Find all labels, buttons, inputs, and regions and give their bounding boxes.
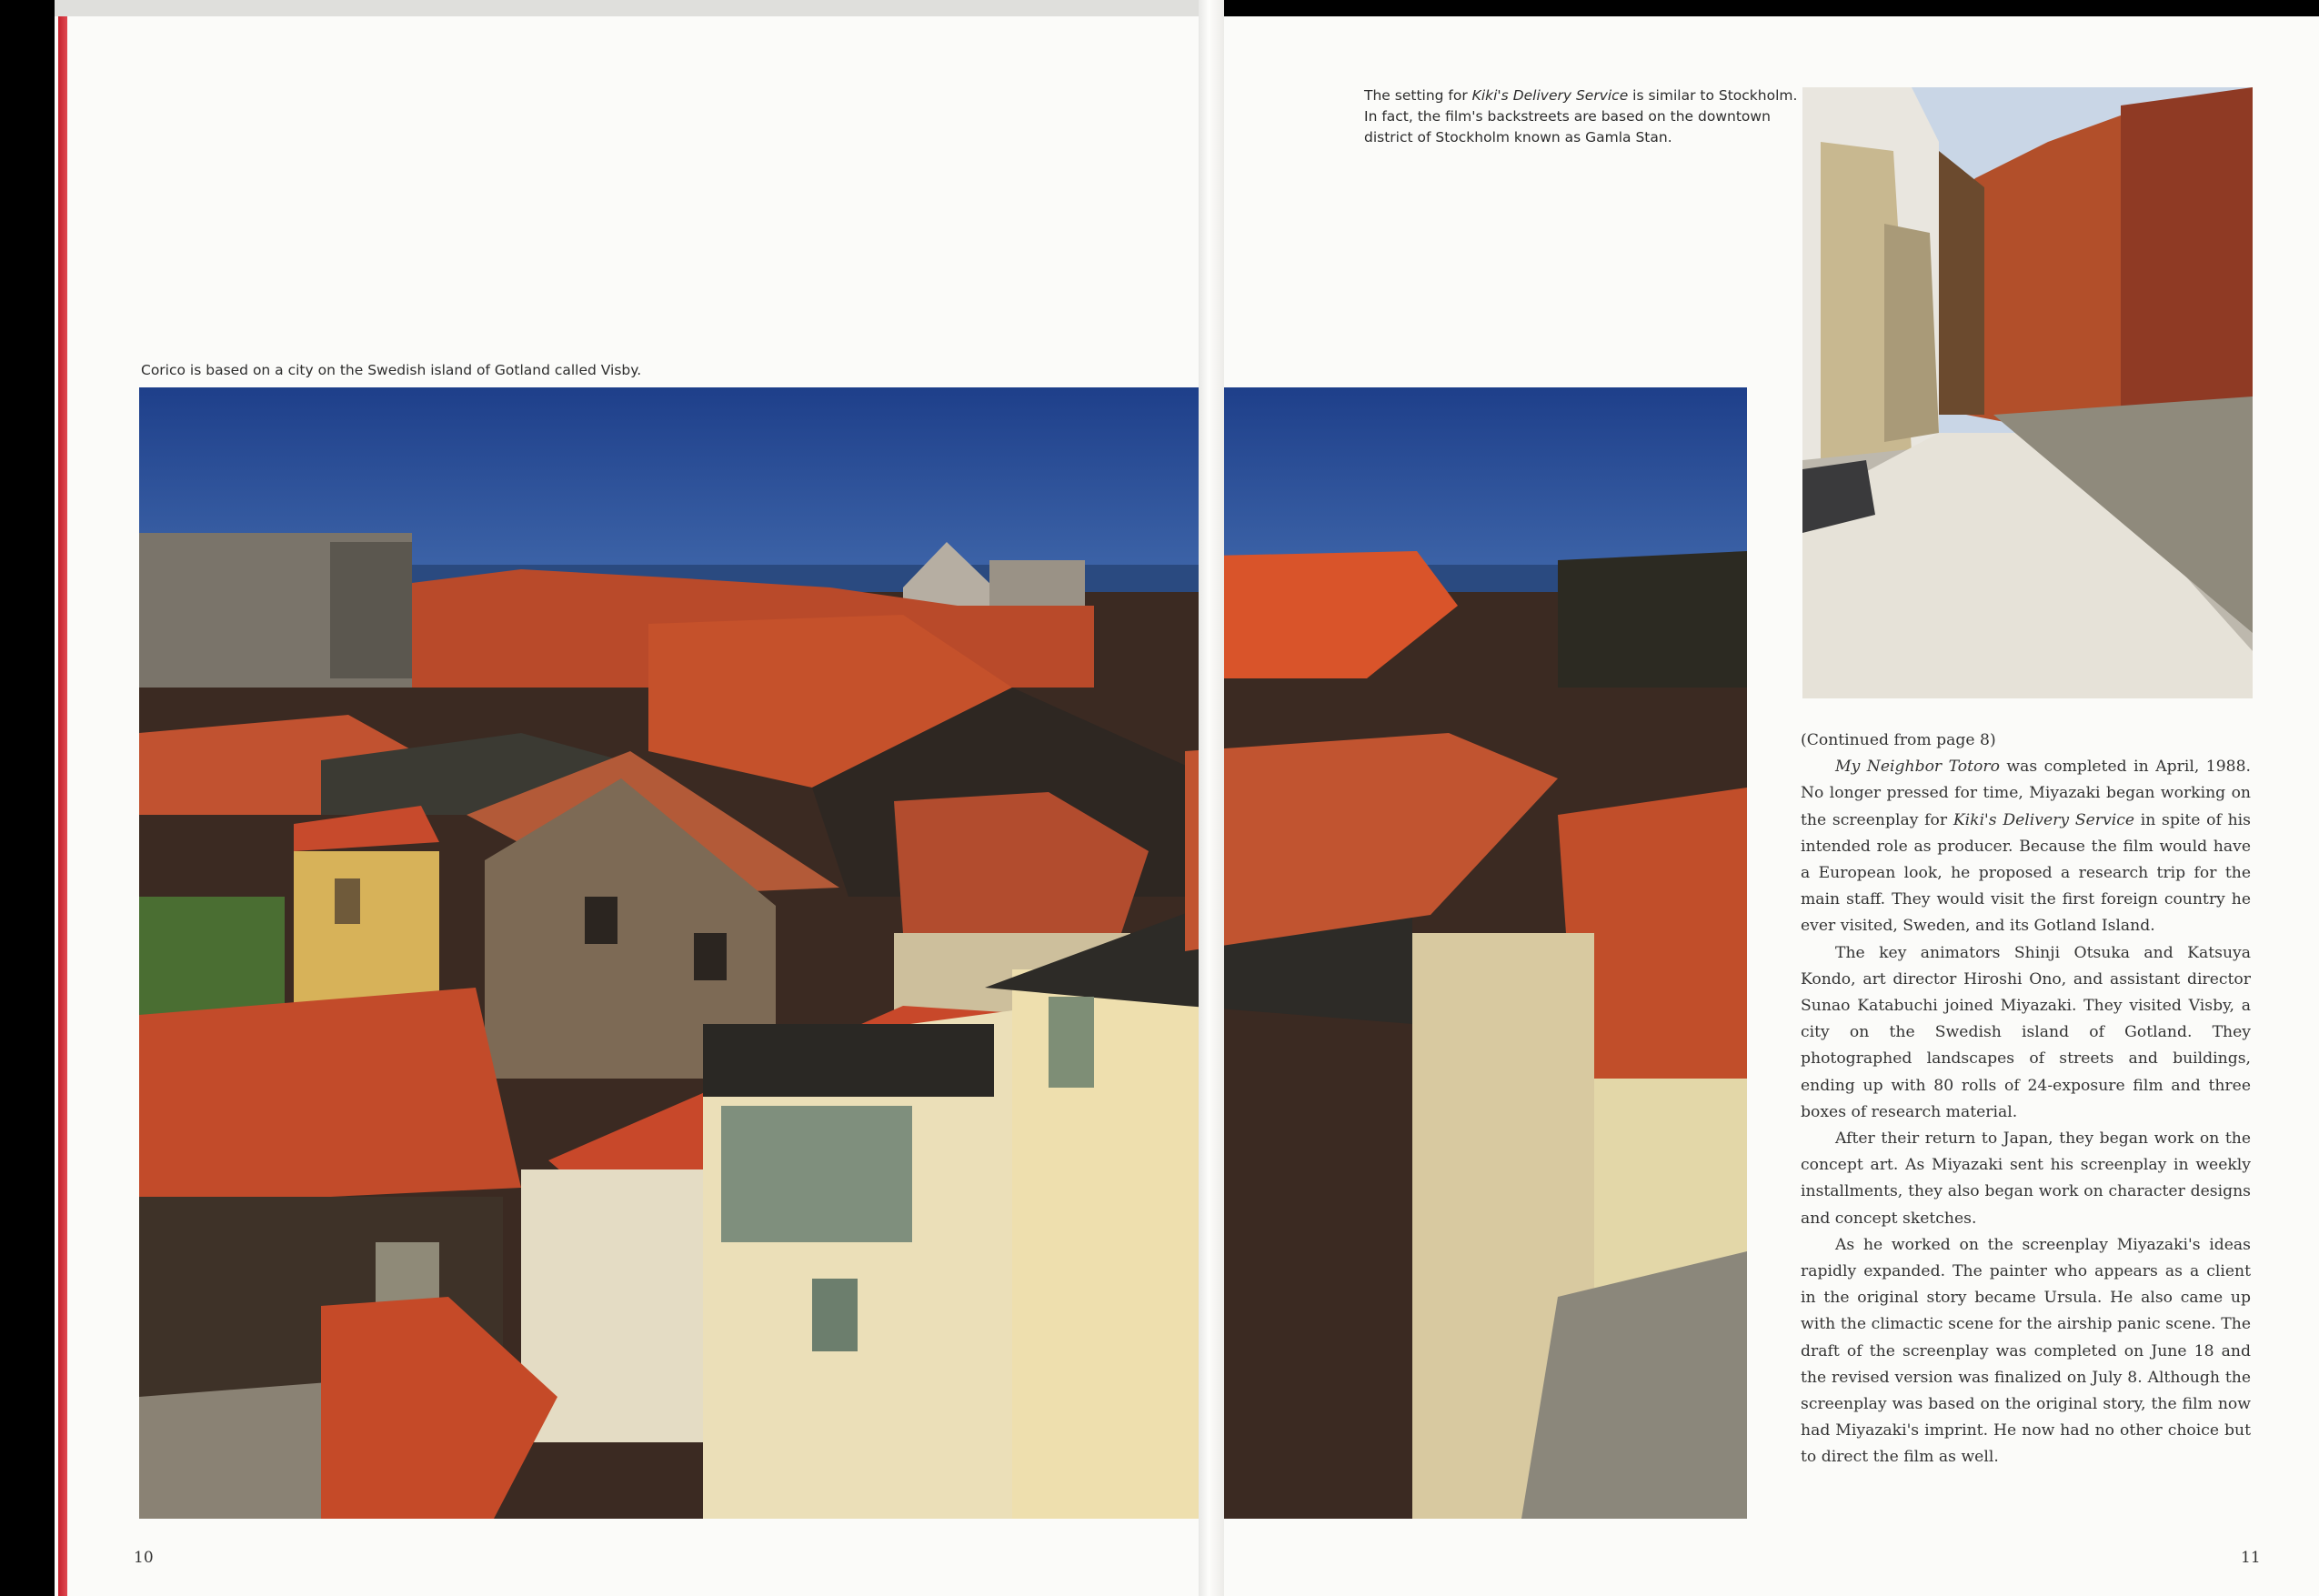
paragraph-2: The key animators Shinji Otsuka and Katsuya Kondo, art director Hiroshi Ono, and assistant director Sunao Katabuchi joined Miyazaki. They visited Visby, a city on the Swedish island of Gotland. They photographed landscapes of streets and buildings, ending up with 80 rolls of 24-exposure film and three boxes of research material. bbox=[1801, 943, 2251, 1121]
paragraph-text: in spite of his intended role as producer. Because the film would have a European look, he proposed a research trip for the main staff. They would visit the first foreign country he ever visited, Sweden, and its Gotland Island. bbox=[1801, 810, 2251, 936]
paragraph-4: As he worked on the screenplay Miyazaki's ideas rapidly expanded. The painter who appears as a client in the original story became Ursula. He also came up with the climactic scene for the airship panic scene. The draft of the screenplay was completed on June 18 and the revised version was finalized on July 8. Although the screenplay was based on the original story, the film now had Miyazaki's imprint. He now had no other choice but to direct the film as well. bbox=[1801, 1235, 2251, 1467]
book-spine bbox=[1199, 0, 1224, 1596]
stockholm-photo-caption bbox=[1364, 85, 1801, 148]
caption-text: The setting for bbox=[1364, 87, 1472, 104]
caption-text: is similar to Stockholm. In fact, the film's backstreets are based on the downtown district of Stockholm known as Gamla Stan. bbox=[1364, 87, 1798, 146]
page-number-left: 10 bbox=[134, 1549, 154, 1567]
paragraph-1 bbox=[1801, 754, 2251, 939]
film-title: My Neighbor Totoro bbox=[1835, 758, 2000, 777]
caption-film-title: Kiki's Delivery Service bbox=[1471, 87, 1629, 104]
red-cover-edge bbox=[58, 16, 67, 1596]
book-cover-edge bbox=[55, 0, 1210, 16]
page-number-right: 11 bbox=[2241, 1549, 2261, 1567]
film-title: Kiki's Delivery Service bbox=[1953, 810, 2134, 829]
article-body bbox=[1801, 728, 2251, 1471]
visby-rooftops-photo bbox=[139, 387, 1747, 1519]
continued-note: (Continued from page 8) bbox=[1801, 731, 1996, 749]
visby-photo-caption: Corico is based on a city on the Swedish island of Gotland called Visby. bbox=[141, 362, 642, 378]
paragraph-3: After their return to Japan, they began work on the concept art. As Miyazaki sent his screenplay in weekly installments, they also began work on character designs and concept sketches. bbox=[1801, 1129, 2251, 1228]
paragraph-text: was completed in April, 1988. No longer pressed for time, Miyazaki began working on the screenplay for bbox=[1801, 758, 2251, 829]
gamla-stan-street-photo bbox=[1802, 87, 2253, 698]
